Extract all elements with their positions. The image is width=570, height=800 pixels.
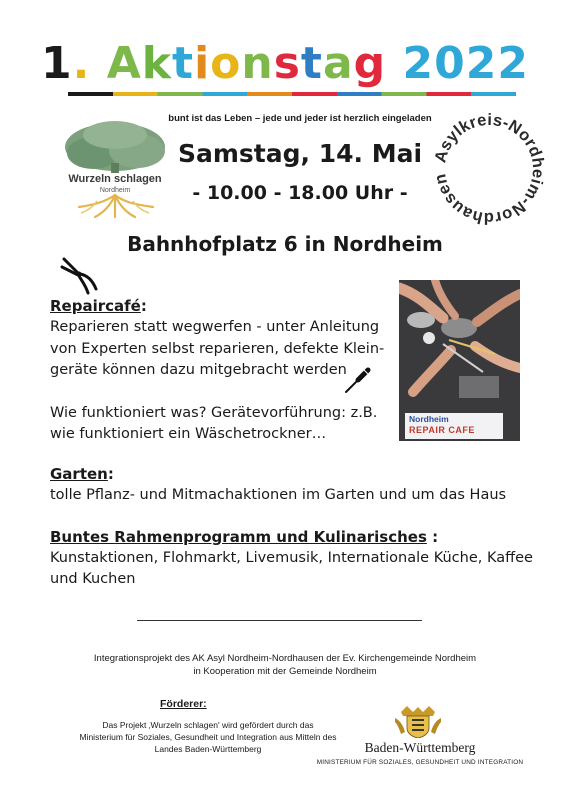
funding-line: Ministerium für Soziales, Gesundheit und Integration aus Mitteln des (79, 732, 337, 742)
event-time: - 10.00 - 18.00 Uhr - (192, 182, 408, 204)
title-segment: 1 (41, 38, 73, 89)
title-segment: n (241, 38, 274, 89)
repair-line: geräte können dazu mitgebracht werden (50, 362, 347, 378)
program-line: und Kuchen (50, 571, 136, 587)
photo-sign (405, 413, 503, 439)
program-heading (50, 528, 438, 546)
program-line: Kunstaktionen, Flohmarkt, Livemusik, Internationale Küche, Kaffee (50, 550, 533, 566)
logo-place: Nordheim (99, 187, 131, 194)
title-segment (386, 38, 402, 89)
photo-sign-title: REPAIR CAFE (409, 425, 475, 435)
project-line: in Kooperation mit der Gemeinde Nordheim (193, 666, 377, 677)
tagline: bunt ist das Leben – jede und jeder ist herzlich eingeladen (168, 113, 432, 124)
event-address: Bahnhofplatz 6 in Nordheim (127, 232, 443, 256)
event-title (0, 38, 570, 89)
ring-logo-text: Asylkreis-Nordheim-Nordhausen (431, 110, 548, 228)
coat-of-arms-icon (393, 706, 443, 738)
title-segment: g (353, 38, 387, 89)
garden-heading (50, 465, 114, 483)
title-segment: A (106, 38, 142, 89)
title-segment: o (210, 38, 242, 89)
ring-text-logo (430, 110, 548, 228)
repair-line: von Experten selbst reparieren, defekte Klein- (50, 341, 385, 357)
svg-text:Asylkreis-Nordheim-Nordhausen (431, 111, 547, 227)
tree-icon (55, 117, 175, 225)
garden-line: tolle Pflanz- und Mitmachaktionen im Garten und um das Haus (50, 487, 507, 503)
garden-heading-suffix: : (107, 465, 114, 483)
title-segment: t (172, 38, 195, 89)
title-segment: a (322, 38, 354, 89)
title-segment: t (300, 38, 323, 89)
title-segment: 2022 (402, 38, 529, 89)
repair-heading (50, 297, 147, 315)
title-segment: s (273, 38, 301, 89)
photo-sign-location: Nordheim (409, 414, 449, 424)
logo-name: Wurzeln schlagen (68, 173, 162, 185)
program-heading-text: Buntes Rahmenprogramm und Kulinarisches (50, 528, 427, 546)
state-name: Baden-Württemberg (364, 740, 476, 755)
repair-line: Wie funktioniert was? Gerätevorführung: z.B. (50, 405, 378, 421)
repair-line: Reparieren statt wegwerfen - unter Anleitung (50, 319, 380, 335)
ministry-name: MINISTERIUM FÜR SOZIALES, GESUNDHEIT UND INTEGRATION (316, 759, 524, 766)
funding-line: Das Projekt ‚Wurzeln schlagen' wird gefördert durch das (102, 720, 314, 730)
title-color-underline (68, 92, 516, 96)
funding-line: Landes Baden-Württemberg (154, 744, 262, 754)
project-line: Integrationsprojekt des AK Asyl Nordheim-Nordhausen der Ev. Kirchengemeinde Nordheim (93, 653, 477, 664)
title-segment: . (72, 38, 107, 89)
program-heading-suffix: : (426, 528, 439, 546)
repair-heading-suffix: : (140, 297, 147, 315)
event-date: Samstag, 14. Mai (177, 139, 423, 168)
repair-heading-text: Repaircafé (50, 297, 141, 315)
title-segment: i (194, 38, 211, 89)
garden-heading-text: Garten (50, 465, 108, 483)
pliers-icon (60, 253, 102, 295)
repair-line: wie funktioniert ein Wäschetrockner… (50, 426, 327, 442)
repair-cafe-photo (399, 280, 520, 441)
divider (137, 620, 422, 621)
title-segment: k (141, 38, 173, 89)
sponsor-label: Förderer: (160, 698, 207, 710)
